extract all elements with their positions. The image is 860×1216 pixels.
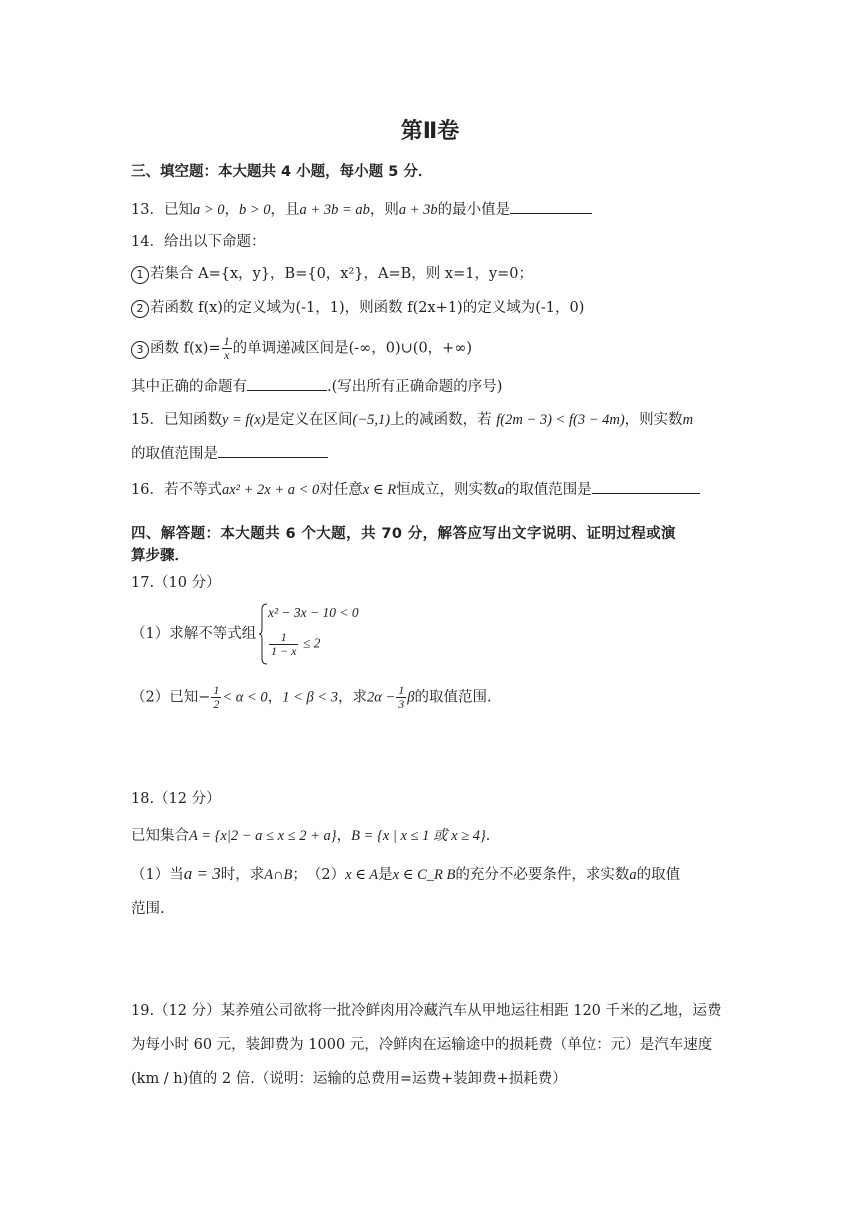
q13-math-1: a > 0 xyxy=(192,202,225,218)
question-16 xyxy=(131,479,700,500)
q16-text-b: 对任意 xyxy=(319,482,363,498)
fraction-numerator: 1 xyxy=(213,683,220,697)
fraction-denominator: x xyxy=(223,348,230,362)
q15-math-3: f(2m − 3) < f(3 − 4m) xyxy=(496,412,625,428)
question-13 xyxy=(131,199,592,220)
system-fraction xyxy=(269,631,298,658)
q18-line-2 xyxy=(131,864,680,885)
fraction-numerator: 1 xyxy=(223,334,230,348)
q18-line-3: 范围. xyxy=(131,901,165,917)
q18-math-4: A∩B xyxy=(264,867,293,883)
q17-p2-text-c: 的取值范围. xyxy=(414,689,492,706)
q17-head: 17.（10 分） xyxy=(131,575,221,591)
q17-p2-math-1: < α < 0 xyxy=(222,689,268,706)
system-line-1: x² − 3x − 10 < 0 xyxy=(268,605,359,620)
q15-line-1 xyxy=(131,410,693,430)
section3-heading: 三、填空题：本大题共 4 小题，每小题 5 分． xyxy=(131,164,433,180)
q14-p3-text-a: 函数 f(x)= xyxy=(150,340,221,357)
q14-tail-b: .(写出所有正确命题的序号) xyxy=(327,379,503,395)
q16-text-a: 16．若不等式 xyxy=(131,482,222,498)
page-title: 第Ⅱ卷 xyxy=(400,119,460,144)
q16-text-c: 恒成立，则实数 xyxy=(396,482,498,498)
q17-p2-text-a: （2）已知− xyxy=(131,689,211,706)
section4-heading-line2: 算步骤． xyxy=(131,548,189,564)
q15-text-a: 15．已知函数 xyxy=(131,412,222,428)
q17-p2-fraction-1 xyxy=(211,684,221,711)
q18-math-2: B = {x | x ≤ 1 或 x ≥ 4} xyxy=(351,828,486,844)
q13-math-4: a + 3b xyxy=(398,202,438,218)
q17-part1-label: （1）求解不等式组 xyxy=(131,626,257,642)
q18-text-b: （1）当 xyxy=(131,867,184,883)
q18-period: ． xyxy=(485,828,501,844)
fraction-denominator: 2 xyxy=(213,697,220,711)
q17-inequality-system xyxy=(258,603,378,665)
q14-proposition-3 xyxy=(131,335,472,362)
q17-p2-text-b: ，求 xyxy=(337,689,367,706)
q14-p3-text-b: 的单调递减区间是(-∞，0)∪(0，+∞) xyxy=(232,340,473,357)
q18-math-7: a xyxy=(629,867,637,883)
q17-p2-sep: ， xyxy=(267,689,283,706)
q14-answer-line xyxy=(131,376,502,397)
q13-tail: 的最小值是 xyxy=(437,202,511,218)
q15-math-1: y = f(x) xyxy=(221,412,266,428)
q18-text-a: 已知集合 xyxy=(131,828,189,844)
q15-math-2: (−5,1) xyxy=(352,412,391,428)
q14-intro: 14．给出以下命题： xyxy=(131,234,266,250)
q14-p2-text: 若函数 f(x)的定义域为(-1，1)，则函数 f(2x+1)的定义域为(-1，0) xyxy=(150,300,585,316)
q16-math-3: a xyxy=(497,482,505,498)
q16-math-1: ax² + 2x + a < 0 xyxy=(221,482,320,498)
q14-answer-blank[interactable] xyxy=(247,376,327,391)
q19-text: 值的 2 倍.（说明：运输的总费用=运费+装卸费+损耗费） xyxy=(188,1071,567,1087)
q18-head: 18.（12 分） xyxy=(131,791,221,807)
q15-text-d: ，则实数 xyxy=(624,412,683,428)
q13-answer-blank[interactable] xyxy=(510,199,592,214)
q18-text-d: ； （2） xyxy=(292,867,346,883)
q18-sep: ， xyxy=(336,828,352,844)
q15-answer-blank[interactable] xyxy=(218,443,328,458)
q18-text-e: 是 xyxy=(378,867,393,883)
q16-text-d: 的取值范围是 xyxy=(504,482,592,498)
q13-sep-2: ，且 xyxy=(270,202,300,218)
q19-line-3 xyxy=(131,1069,567,1089)
q14-tail-a: 其中正确的命题有 xyxy=(131,379,247,395)
q13-math-3: a + 3b = ab xyxy=(299,202,370,218)
q19-line-2: 为每小时 60 元，装卸费为 1000 元，冷鲜肉在运输途中的损耗费（单位：元）是汽车速度 xyxy=(131,1037,713,1053)
q16-math-2: x ∈ R xyxy=(362,482,397,498)
q14-proposition-2 xyxy=(131,298,584,318)
q13-text: 已知 xyxy=(163,202,193,218)
fraction-numerator: 1 xyxy=(269,631,298,645)
q16-answer-blank[interactable] xyxy=(592,479,700,494)
q14-p1-text: 若集合 A={x，y}，B={0，x²}，A=B，则 x=1，y=0； xyxy=(150,266,534,282)
circled-3-icon: 3 xyxy=(131,341,149,359)
q18-text-c: 时，求 xyxy=(220,867,265,883)
q13-number: 13． xyxy=(131,202,164,218)
q17-part2 xyxy=(131,684,492,711)
q15-text-line2: 的取值范围是 xyxy=(131,446,218,462)
q18-math-6: x ∈ C_R B xyxy=(392,867,456,883)
q14-proposition-1 xyxy=(131,264,533,284)
system-relation: ≤ 2 xyxy=(302,635,321,651)
q19-unit: (km / h) xyxy=(131,1071,189,1087)
q17-p2-math-4: β xyxy=(407,689,415,706)
q17-p2-math-3: 2α − xyxy=(366,689,396,706)
q19-line-1: 19.（12 分）某养殖公司欲将一批冷鲜肉用冷藏汽车从甲地运往相距 120 千米的乙地，运费 xyxy=(131,1003,722,1019)
q17-p2-math-2: 1 < β < 3 xyxy=(282,689,338,706)
fraction-denominator: 3 xyxy=(398,697,405,711)
q18-text-f: 的充分不必要条件，求实数 xyxy=(455,867,630,883)
q13-math-2: b > 0 xyxy=(239,202,271,218)
fraction-numerator: 1 xyxy=(398,683,405,697)
q15-line-2 xyxy=(131,443,328,464)
q14-p3-fraction xyxy=(222,335,232,362)
system-line-2 xyxy=(268,631,320,658)
q13-sep-1: ， xyxy=(224,202,239,218)
q18-math-5: x ∈ A xyxy=(345,867,379,883)
circled-2-icon: 2 xyxy=(131,300,149,318)
q18-math-3: a = 3 xyxy=(183,864,221,883)
q18-line-1 xyxy=(131,826,500,846)
circled-1-icon: 1 xyxy=(131,266,149,284)
q18-text-g: 的取值 xyxy=(636,867,681,883)
q15-math-4: m xyxy=(682,412,694,428)
q15-text-c: 上的减函数，若 xyxy=(390,412,492,428)
fraction-denominator: 1 − x xyxy=(271,644,297,658)
q15-text-b: 是定义在区间 xyxy=(265,412,353,428)
q13-sep-3: ，则 xyxy=(369,202,399,218)
q18-math-1: A = {x|2 − a ≤ x ≤ 2 + a} xyxy=(189,828,337,844)
section4-heading-line1: 四、解答题：本大题共 6 个大题，共 70 分，解答应写出文字说明、证明过程或演 xyxy=(131,526,676,542)
q17-p2-fraction-2 xyxy=(396,684,406,711)
